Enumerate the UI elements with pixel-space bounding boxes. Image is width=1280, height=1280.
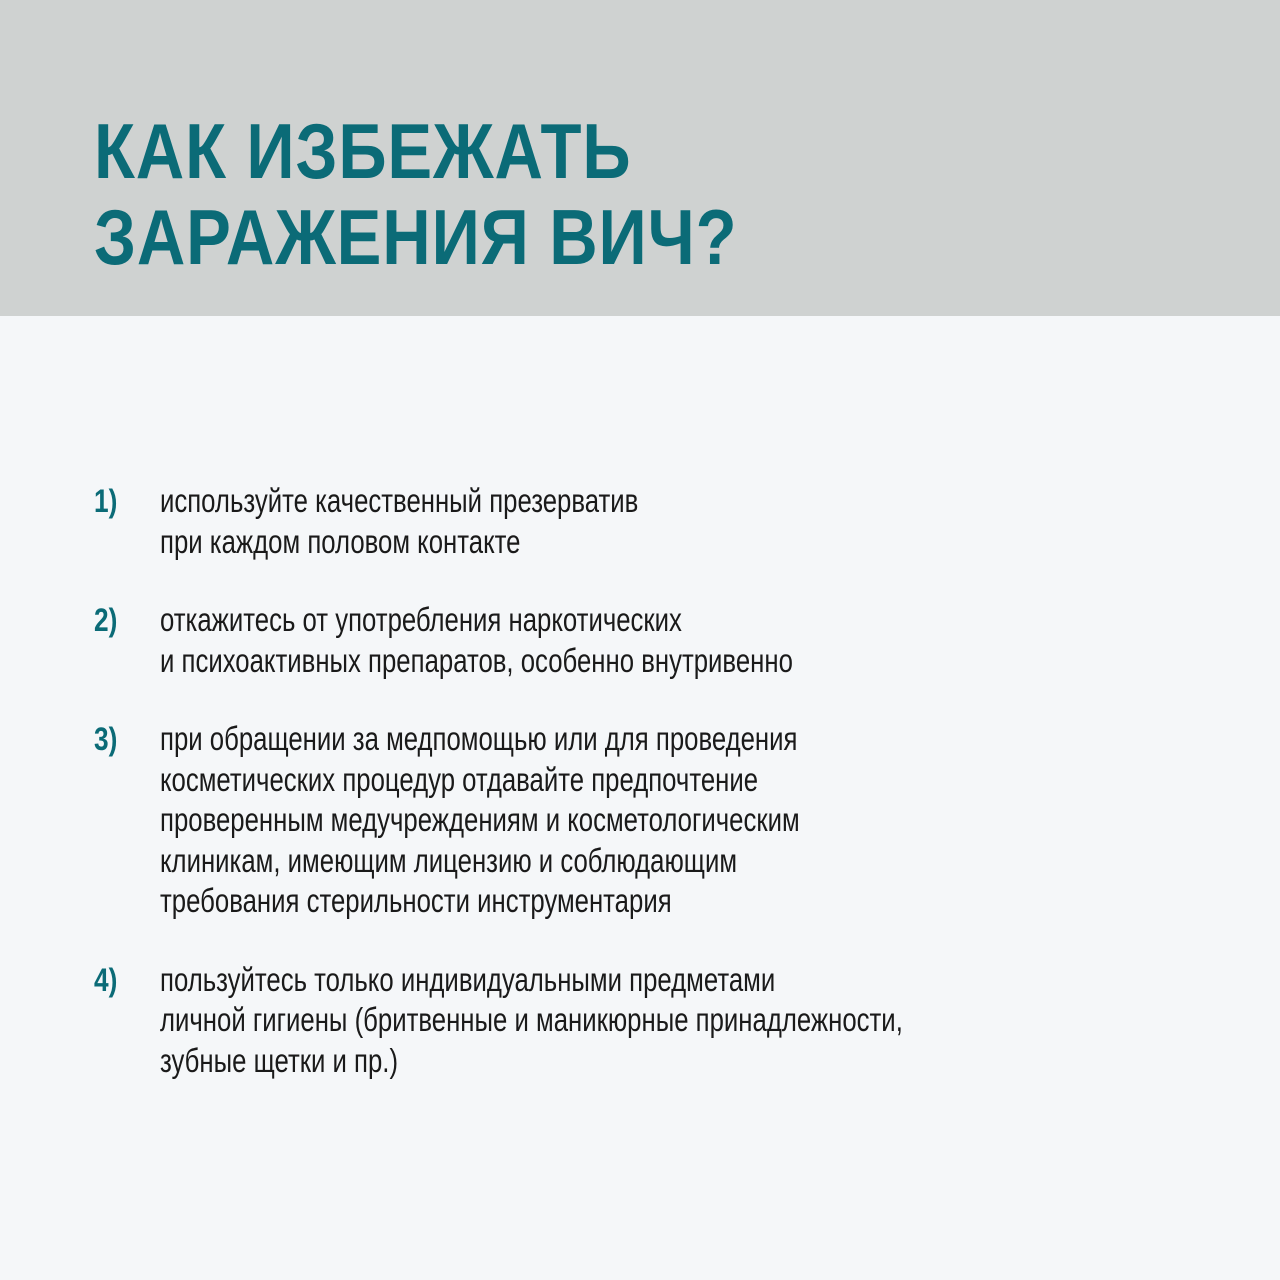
item-number: 4) xyxy=(94,961,118,998)
prevention-list xyxy=(94,481,1234,1119)
item-text-line: проверенным медучреждениям и косметологическим xyxy=(160,801,800,838)
item-text-line: косметических процедур отдавайте предпочтение xyxy=(160,760,759,798)
item-text-line: требования стерильности инструментария xyxy=(160,882,672,919)
item-text-line: клиникам, имеющим лицензию и соблюдающим xyxy=(160,841,738,879)
item-number: 2) xyxy=(94,602,118,638)
title-line-1: КАК ИЗБЕЖАТЬ xyxy=(94,107,632,195)
list-item xyxy=(94,719,1234,922)
item-text xyxy=(160,481,1252,562)
item-text-line: при каждом половом контакте xyxy=(160,522,521,560)
item-text-line: пользуйтесь только индивидуальными предметами xyxy=(160,960,776,998)
item-text xyxy=(160,960,1252,1082)
item-text-line: при обращении за медпомощью или для проведения xyxy=(160,720,798,757)
list-item xyxy=(94,960,1234,1082)
header-banner xyxy=(0,0,1280,316)
item-text-line: и психоактивных препаратов, особенно внутривенно xyxy=(160,641,793,679)
title-line-2: ЗАРАЖЕНИЯ ВИЧ? xyxy=(94,193,738,281)
list-item xyxy=(94,481,1234,562)
item-text-line: откажитесь от употребления наркотических xyxy=(160,601,682,638)
item-number: 1) xyxy=(94,483,118,519)
page-title xyxy=(94,108,737,280)
item-text-line: зубные щетки и пр.) xyxy=(160,1041,399,1079)
item-text-line: используйте качественный презерватив xyxy=(160,482,639,519)
list-item xyxy=(94,600,1234,681)
item-number: 3) xyxy=(94,721,118,757)
item-text xyxy=(160,600,1252,681)
item-text-line: личной гигиены (бритвенные и маникюрные принадлежности, xyxy=(160,1001,903,1038)
item-text xyxy=(160,719,1252,922)
